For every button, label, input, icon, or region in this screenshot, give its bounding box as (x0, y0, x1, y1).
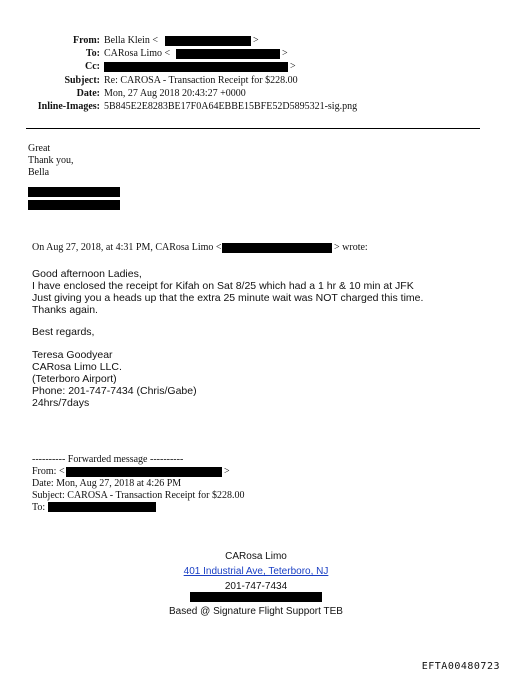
date-label: Date: (76, 88, 100, 99)
forwarded-message (32, 454, 183, 466)
forwarded-from-end: > (224, 466, 230, 477)
to-label: To: (85, 48, 100, 59)
redaction (190, 592, 322, 602)
redaction (66, 467, 222, 477)
from-value: Bella Klein < (104, 35, 158, 46)
cc-label: Cc: (85, 61, 100, 72)
signature-company: CARosa Limo LLC. (32, 361, 122, 373)
quote-intro-end: > wrote: (334, 242, 368, 253)
reply-line: Bella (28, 167, 50, 178)
quote-greeting: Good afternoon Ladies, (32, 268, 142, 280)
date-value: Mon, 27 Aug 2018 20:43:27 +0000 (104, 88, 246, 99)
signature-hours: 24hrs/7days (32, 397, 90, 409)
inline-images-value: 5B845E2E8283BE17F0A64EBBE15BFE52D5895321-sig.png (104, 101, 358, 112)
forwarded-subject: Subject: CAROSA - Transaction Receipt for $228.00 (32, 490, 245, 501)
redaction (222, 243, 332, 253)
signature (32, 349, 197, 409)
to-value: CARosa Limo < (104, 48, 171, 59)
cc-close: > (290, 61, 296, 72)
signature-phone: Phone: 201-747-7434 (Chris/Gabe) (32, 385, 197, 397)
reply-body (28, 143, 74, 179)
header-divider (26, 128, 480, 129)
footer-phone: 201-747-7434 (224, 581, 288, 592)
forwarded-to: To: (32, 502, 46, 513)
footer-based: Based @ Signature Flight Support TEB (169, 606, 343, 617)
forwarded-title: ---------- Forwarded message ---------- (32, 454, 184, 465)
redaction (104, 62, 288, 72)
redaction (28, 200, 120, 210)
quote-line: I have enclosed the receipt for Kifah on Sat 8/25 which had a 1 hr & 10 min at JFK (32, 280, 414, 292)
footer-address-link[interactable]: 401 Industrial Ave, Teterboro, NJ (183, 566, 329, 577)
subject-label: Subject: (64, 75, 100, 86)
company-footer (0, 550, 512, 593)
document-id: EFTA00480723 (421, 661, 500, 672)
forwarded-date: Date: Mon, Aug 27, 2018 at 4:26 PM (32, 478, 182, 489)
reply-line: Thank you, (28, 155, 74, 166)
redaction (165, 36, 251, 46)
redaction (28, 187, 120, 197)
inline-images-label: Inline-Images: (37, 101, 100, 112)
from-close: > (253, 35, 259, 46)
redaction (48, 502, 156, 512)
quote-body (32, 268, 423, 316)
subject-value: Re: CAROSA - Transaction Receipt for $228.00 (104, 75, 298, 86)
signature-name: Teresa Goodyear (32, 349, 113, 361)
quote-regards: Best regards, (32, 326, 95, 338)
to-close: > (282, 48, 288, 59)
signature-location: (Teterboro Airport) (32, 373, 117, 385)
quote-line: Thanks again. (32, 304, 98, 316)
quote-line: Just giving you a heads up that the extra 25 minute wait was NOT charged this time. (32, 292, 424, 304)
redaction (176, 49, 280, 59)
from-label: From: (72, 35, 100, 46)
quote-intro-text: On Aug 27, 2018, at 4:31 PM, CARosa Limo < (32, 242, 222, 253)
reply-line: Great (28, 143, 51, 154)
quote-intro (32, 242, 222, 254)
forwarded-from: From: < (32, 466, 65, 477)
footer-company: CARosa Limo (225, 551, 287, 562)
